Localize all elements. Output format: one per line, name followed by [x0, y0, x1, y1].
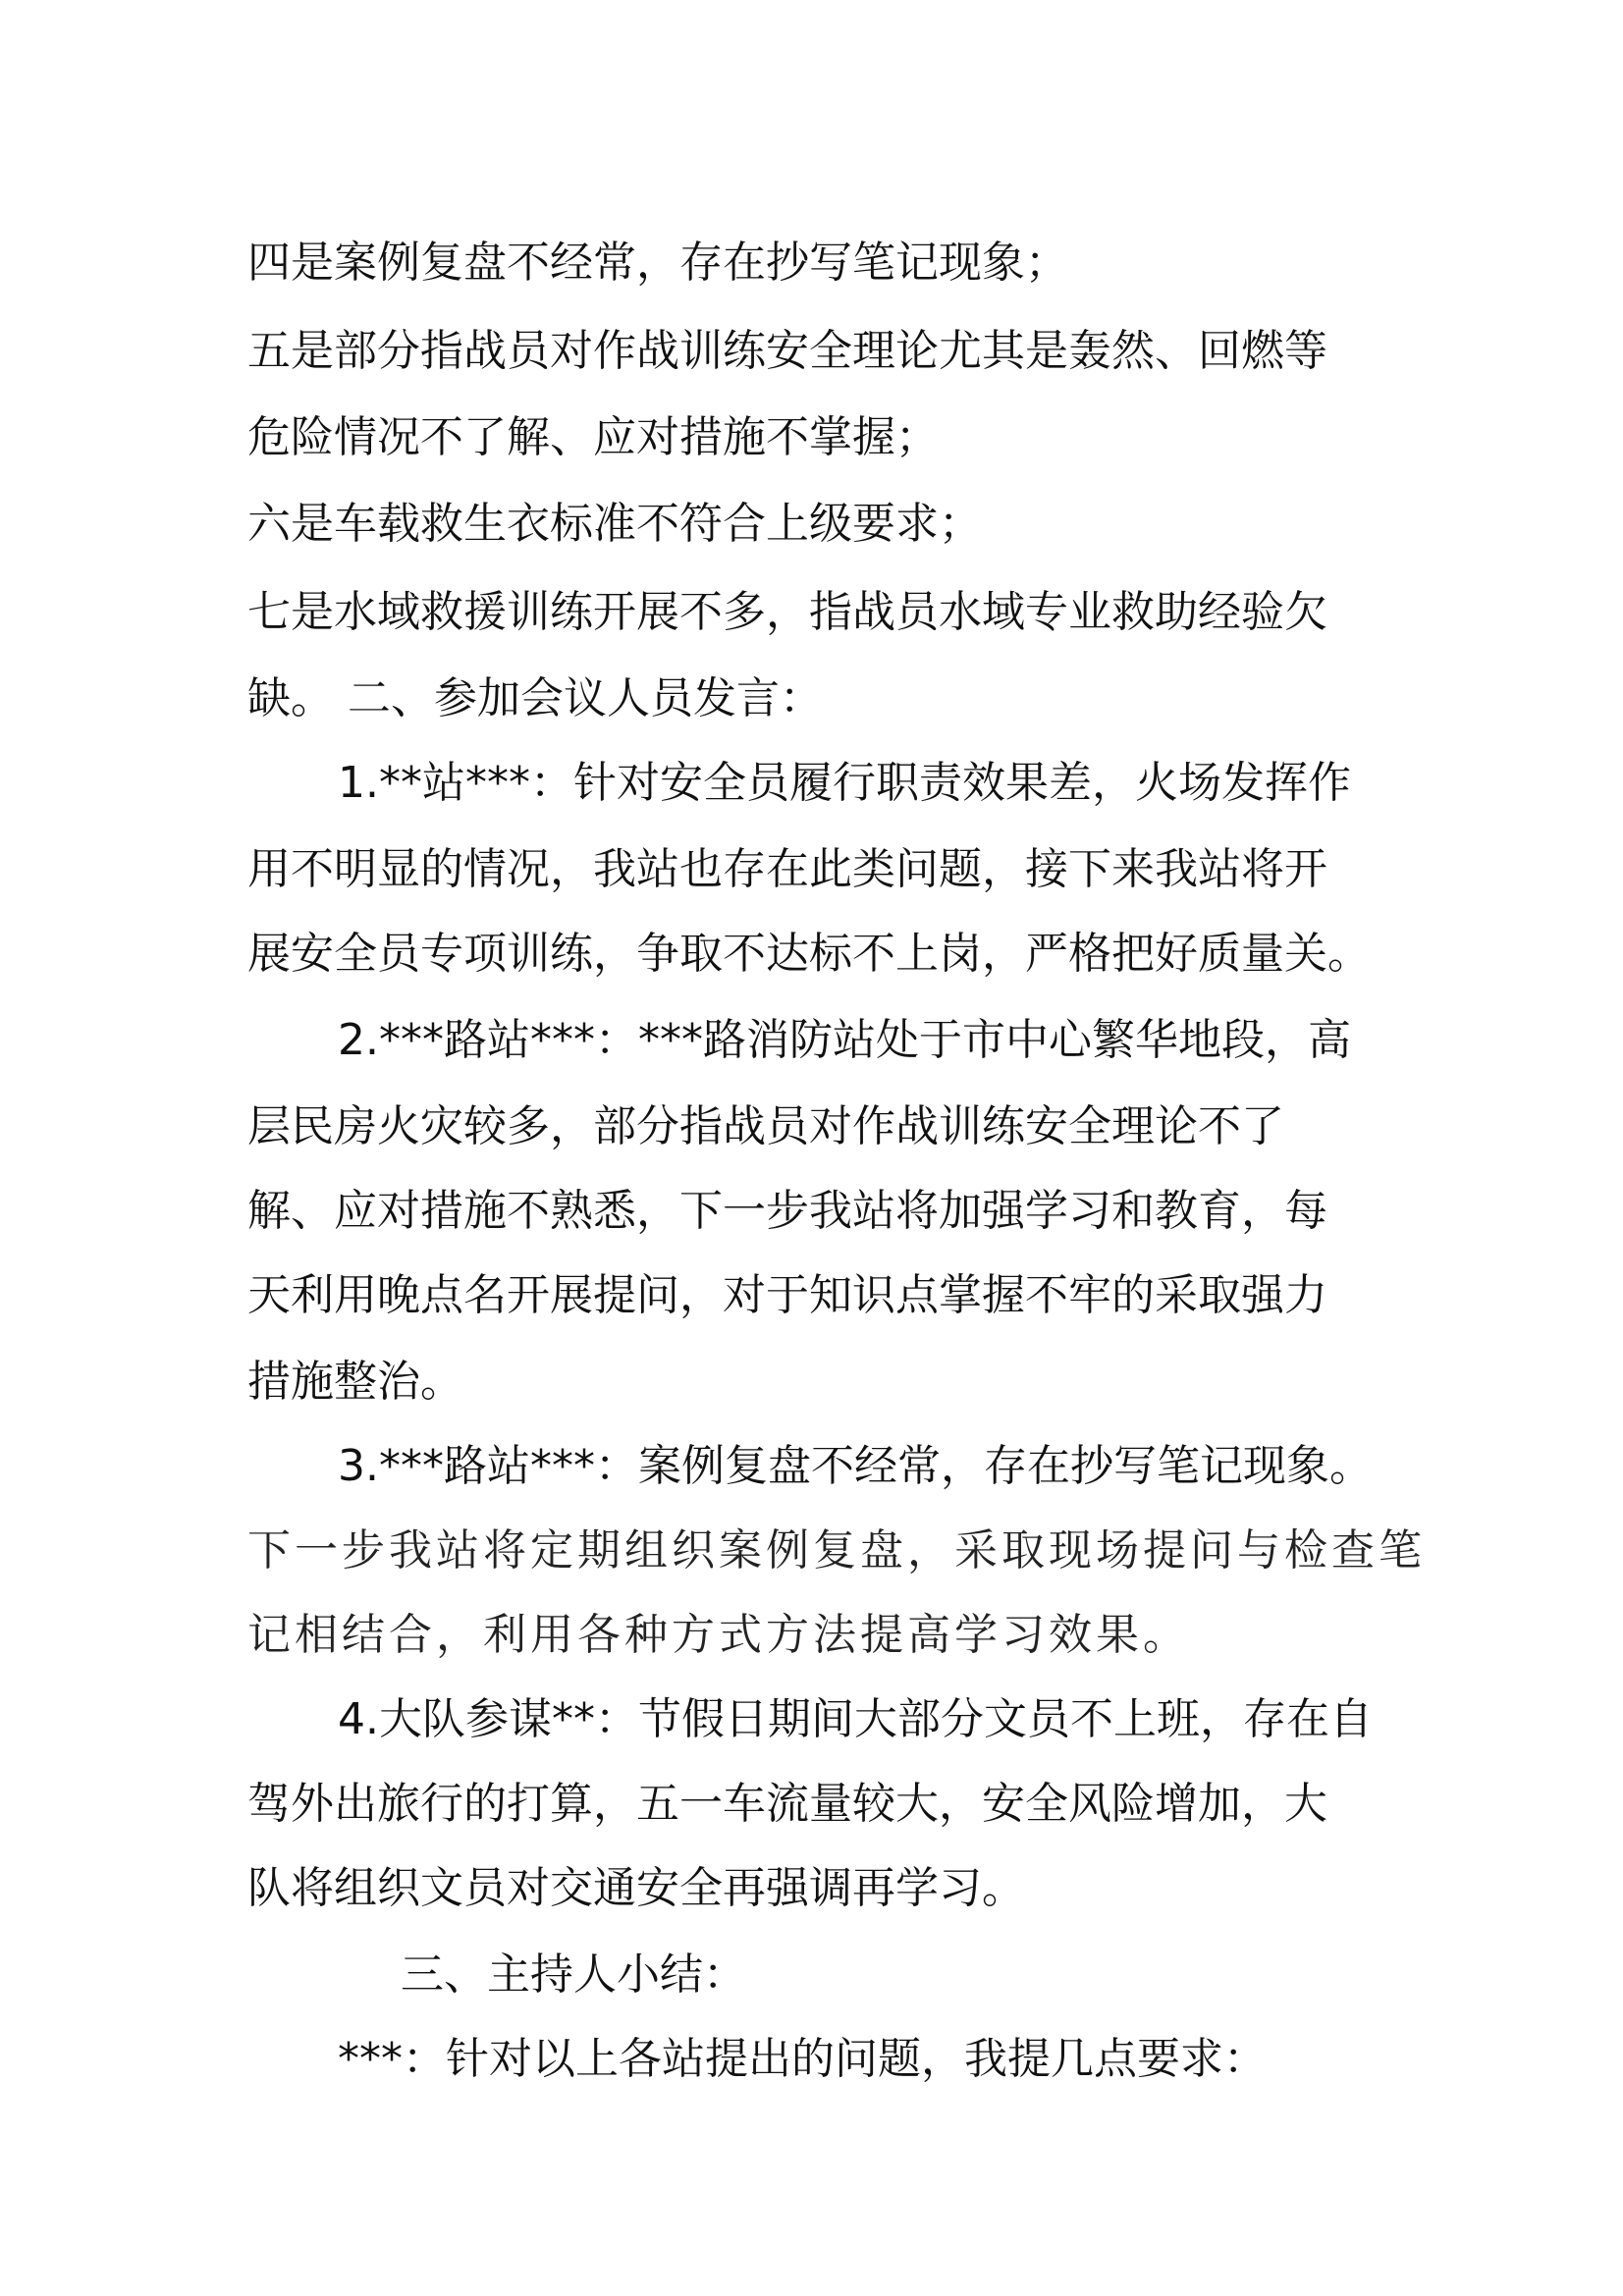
text-line: 队将组织文员对交通安全再强调再学习。	[247, 1863, 1025, 1913]
text-line: 4.大队参谋**：节假日期间大部分文员不上班，存在自	[338, 1694, 1373, 1744]
text-line: 四是案例复盘不经常，存在抄写笔记现象；	[247, 238, 1068, 288]
text-line: 下一步我站将定期组织案例复盘，采取现场提问与检查笔	[247, 1525, 1426, 1575]
text-line: 展安全员专项训练，争取不达标不上岗，严格把好质量关。	[247, 929, 1371, 979]
text-line: 六是车载救生衣标准不符合上级要求；	[247, 499, 982, 549]
text-line: 措施整治。	[247, 1357, 463, 1407]
text-line: 1.**站***：针对安全员履行职责效果差，火场发挥作	[338, 758, 1351, 808]
text-line: 解、应对措施不熟悉，下一步我站将加强学习和教育，每	[247, 1186, 1327, 1236]
text-line: 五是部分指战员对作战训练安全理论尤其是轰然、回燃等	[247, 326, 1327, 376]
text-line: 2.***路站***：***路消防站处于市中心繁华地段，高	[338, 1015, 1351, 1065]
text-line: 记相结合，利用各种方式方法提高学习效果。	[247, 1610, 1190, 1660]
text-line: 缺。 二、参加会议人员发言：	[247, 673, 823, 723]
text-line: 七是水域救援训练开展不多，指战员水域专业救助经验欠	[247, 587, 1327, 637]
text-line: ***：针对以上各站提出的问题，我提几点要求：	[338, 2034, 1267, 2084]
text-line: 层民房火灾较多，部分指战员对作战训练安全理论不了	[247, 1101, 1284, 1151]
text-line: 驾外出旅行的打算，五一车流量较大，安全风险增加，大	[247, 1779, 1327, 1829]
section-heading: 三、主持人小结：	[401, 1949, 746, 2000]
text-line: 3.***路站***：案例复盘不经常，存在抄写笔记现象。	[338, 1441, 1373, 1491]
text-line: 危险情况不了解、应对措施不掌握；	[247, 412, 939, 462]
text-line: 用不明显的情况，我站也存在此类问题，接下来我站将开	[247, 844, 1327, 894]
text-line: 天利用晚点名开展提问，对于知识点掌握不牢的采取强力	[247, 1270, 1327, 1320]
